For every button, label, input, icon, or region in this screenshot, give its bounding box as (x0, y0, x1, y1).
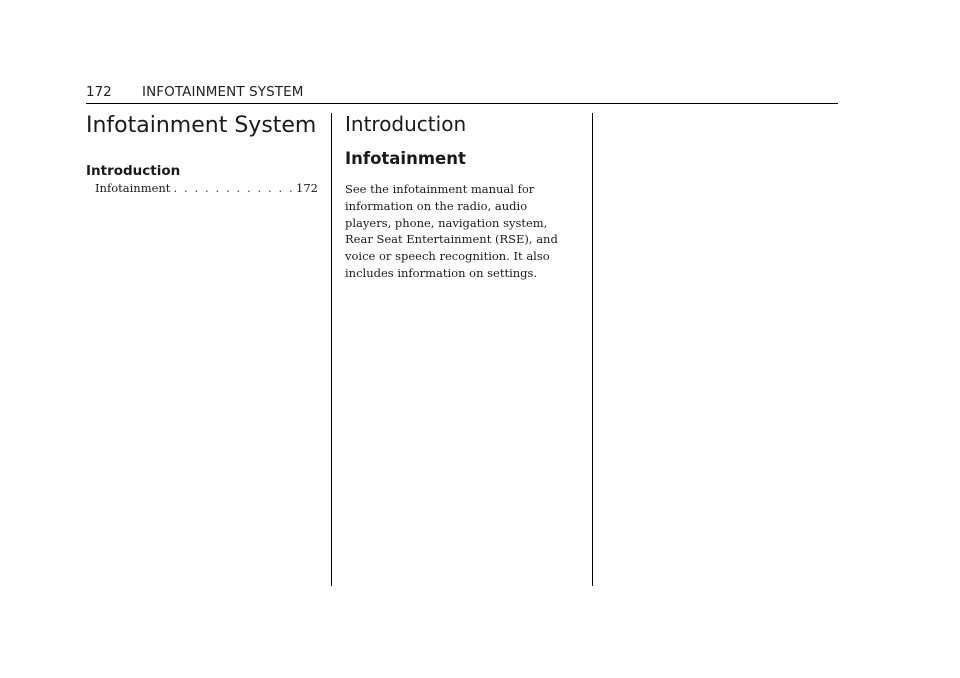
toc-entry-label: Infotainment (95, 181, 171, 195)
column-divider-right (592, 113, 593, 586)
paragraph-line: voice or speech recognition. It also (345, 249, 550, 264)
paragraph-line: includes information on settings. (345, 265, 538, 280)
body-paragraph (345, 181, 583, 282)
content-column (345, 112, 583, 282)
section-heading: Introduction (345, 112, 467, 136)
table-of-contents (86, 112, 318, 196)
page-number: 172 (86, 84, 112, 100)
toc-entry-page: 172 (296, 181, 318, 195)
chapter-title: Infotainment System (86, 113, 317, 138)
paragraph-line: See the infotainment manual for (345, 182, 535, 196)
toc-leader-dots (173, 180, 293, 196)
toc-group-heading: Introduction (86, 163, 181, 179)
running-header (86, 83, 838, 104)
toc-entry[interactable] (86, 180, 318, 196)
paragraph-line: Rear Seat Entertainment (RSE), and (345, 232, 558, 247)
paragraph-line: players, phone, navigation system, (345, 215, 548, 230)
running-section-title: INFOTAINMENT SYSTEM (142, 84, 304, 100)
subsection-heading: Infotainment (345, 149, 466, 168)
paragraph-line: information on the radio, audio (345, 198, 528, 213)
column-divider-left (331, 113, 332, 586)
